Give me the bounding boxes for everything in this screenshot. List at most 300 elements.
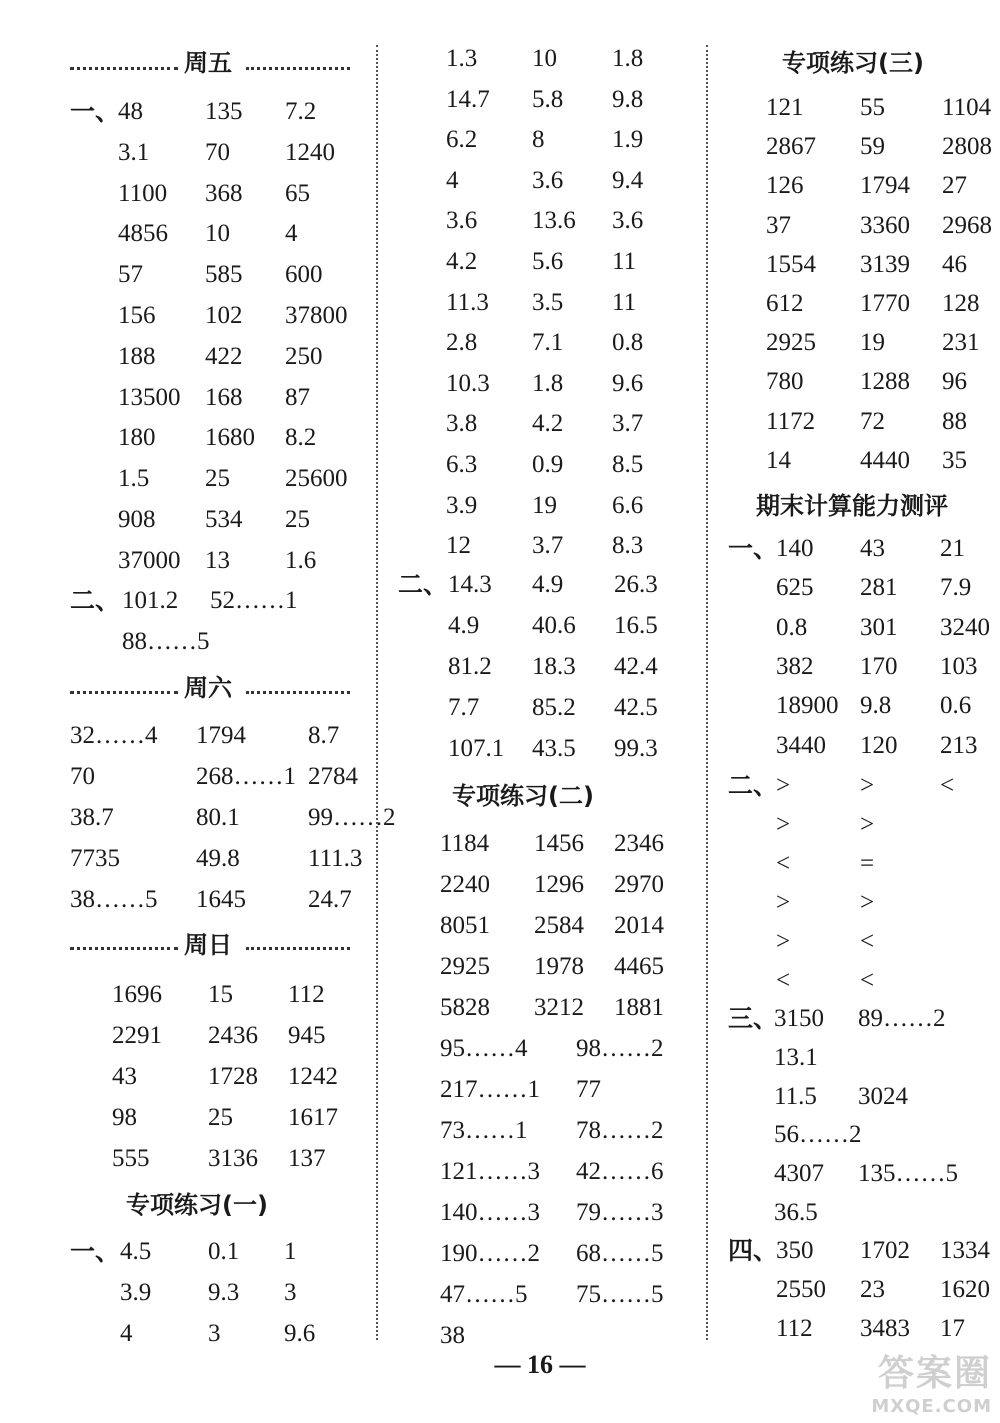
answer-row [446, 82, 702, 118]
answer-cell: 19 [532, 491, 557, 519]
answer-row [766, 208, 1000, 244]
answer-cell: 11.5 [774, 1082, 817, 1110]
section-title-zhouri: 周日 [184, 931, 232, 959]
section-divider [70, 947, 178, 950]
answer-cell: 68……5 [576, 1240, 664, 1267]
answer-cell: 35 [942, 446, 967, 474]
answer-row [776, 531, 1000, 567]
answer-row [440, 1318, 576, 1354]
answer-cell: 2436 [208, 1022, 258, 1049]
answer-row [446, 325, 702, 361]
answer-row [776, 768, 1000, 804]
answer-cell: 3.6 [446, 207, 478, 235]
section-title-zhouwu: 周五 [184, 49, 232, 77]
answer-cell: 9.3 [208, 1279, 240, 1306]
answer-cell: 101.2 [122, 587, 179, 614]
answer-row [446, 285, 702, 321]
answer-cell: 126 [766, 172, 804, 200]
answer-cell: 8.2 [285, 424, 317, 452]
answer-cell: 1728 [208, 1063, 258, 1090]
answer-cell: 3483 [860, 1315, 910, 1342]
answer-cell: 4.2 [446, 248, 478, 275]
answer-row [440, 826, 714, 862]
answer-row [118, 135, 395, 171]
answer-cell: 3024 [858, 1082, 908, 1110]
answer-cell: 11.3 [446, 288, 489, 316]
answer-cell: 188 [118, 342, 156, 370]
answer-row [776, 728, 1000, 764]
answer-cell: 2.8 [446, 329, 478, 357]
answer-cell: 2925 [766, 329, 816, 357]
answer-cell: 3240 [940, 613, 990, 641]
answer-cell: 3 [284, 1279, 297, 1306]
answer-cell: 1 [284, 1238, 297, 1265]
answer-cell: 908 [118, 506, 156, 533]
answer-cell: 1.9 [612, 126, 644, 154]
answer-cell: 1696 [112, 981, 162, 1008]
answer-cell: > [776, 889, 791, 916]
answer-cell: 48 [118, 98, 143, 125]
answer-cell: 780 [766, 368, 804, 396]
answer-row [774, 1040, 858, 1076]
answer-row [774, 1001, 998, 1037]
answer-row [440, 949, 714, 985]
answer-cell: 88 [942, 407, 967, 435]
answer-row [776, 1311, 1000, 1347]
answer-cell: 250 [285, 342, 323, 370]
answer-cell: 102 [205, 302, 243, 329]
answer-cell: 2346 [614, 830, 664, 857]
answer-cell: 3.7 [612, 410, 644, 438]
answer-cell: 1794 [196, 722, 246, 749]
answer-cell: 1172 [766, 407, 816, 435]
answer-cell: 55 [860, 94, 885, 121]
answer-cell: 128 [942, 290, 980, 317]
answer-cell: 612 [766, 290, 804, 317]
answer-row [440, 990, 714, 1026]
answer-cell: 57 [118, 261, 143, 289]
answer-cell: 38.7 [70, 804, 114, 831]
answer-cell: > [860, 772, 875, 799]
answer-row [776, 610, 1000, 646]
answer-row [766, 129, 1000, 165]
answer-row [112, 1100, 398, 1136]
answer-cell: 121 [766, 94, 804, 121]
answer-cell: 3212 [534, 994, 584, 1021]
answer-cell: 4465 [614, 953, 664, 980]
part-label-er: 二、 [70, 586, 121, 615]
answer-cell: 9.8 [860, 692, 892, 720]
section-title-zx2: 专项练习(二) [452, 782, 594, 810]
answer-cell: 1242 [288, 1063, 338, 1090]
answer-row [112, 1059, 398, 1095]
section-divider [246, 947, 350, 950]
answer-cell: 585 [205, 261, 243, 289]
answer-cell: 168 [205, 383, 243, 411]
answer-row [448, 567, 714, 603]
answer-cell: 1881 [614, 994, 664, 1021]
page-number: — 16 — [494, 1350, 586, 1379]
answer-cell: 2550 [776, 1276, 826, 1303]
section-divider [246, 67, 350, 70]
answer-row [766, 286, 1000, 322]
answer-cell: 7.9 [940, 574, 972, 602]
answer-cell: 9.6 [284, 1320, 316, 1347]
answer-row [120, 1316, 374, 1352]
answer-cell: 103 [940, 652, 978, 680]
answer-cell: 2867 [766, 133, 816, 161]
answer-cell: 3360 [860, 211, 910, 239]
answer-row [118, 176, 395, 212]
answer-cell: 6.3 [446, 451, 478, 478]
answer-cell: 43 [112, 1063, 137, 1090]
answer-cell: < [776, 850, 791, 877]
answer-row [776, 1233, 1000, 1269]
answer-cell: 8.5 [612, 451, 644, 478]
answer-cell: 70 [205, 138, 230, 166]
answer-cell: 107.1 [448, 735, 505, 762]
answer-cell: 79……3 [576, 1199, 664, 1226]
part-label-yi: 一、 [70, 97, 121, 126]
part-label-san: 三、 [728, 1004, 779, 1033]
answer-cell: 70 [70, 763, 95, 790]
answer-cell: 36.5 [774, 1199, 818, 1226]
answer-row [776, 570, 1000, 606]
answer-cell: 73……1 [440, 1117, 528, 1144]
answer-cell: 217……1 [440, 1076, 540, 1103]
answer-cell: 3.9 [120, 1279, 152, 1306]
answer-row [766, 168, 1000, 204]
watermark-logo [871, 1345, 992, 1417]
answer-row [440, 1072, 716, 1108]
answer-row [446, 528, 702, 564]
answer-cell: 9.8 [612, 85, 644, 113]
answer-cell: 1620 [940, 1276, 990, 1303]
answer-cell: 1702 [860, 1237, 910, 1264]
column-divider [706, 45, 708, 1340]
answer-cell: 6.2 [446, 126, 478, 154]
answer-cell: 98 [112, 1104, 137, 1131]
answer-cell: 95……4 [440, 1035, 528, 1062]
answer-row [118, 257, 395, 293]
answer-row [440, 1154, 716, 1190]
answer-row [774, 1079, 998, 1115]
answer-cell: 27 [942, 172, 967, 200]
answer-cell: 87 [285, 383, 310, 411]
answer-row [70, 882, 418, 918]
answer-cell: 3.9 [446, 491, 478, 519]
part-label-yi: 一、 [728, 534, 779, 563]
answer-row [118, 420, 395, 456]
answer-cell: 18900 [776, 692, 839, 720]
answer-cell: 121……3 [440, 1158, 540, 1185]
answer-cell: 1184 [440, 830, 490, 857]
answer-cell: 99.3 [614, 735, 658, 762]
answer-row [112, 1018, 398, 1054]
answer-cell: 120 [860, 731, 898, 759]
answer-cell: 137 [288, 1145, 326, 1172]
answer-row [440, 1195, 716, 1231]
answer-cell: 0.8 [776, 613, 808, 641]
answer-cell: 38 [440, 1322, 465, 1349]
answer-row [440, 1113, 716, 1149]
answer-cell: 3139 [860, 250, 910, 278]
answer-cell: 4 [446, 166, 459, 194]
answer-cell: 3.5 [532, 288, 564, 316]
answer-cell: 4856 [118, 220, 168, 248]
answer-row [766, 247, 1000, 283]
answer-cell: 25 [208, 1104, 233, 1131]
answer-cell: 7.1 [532, 329, 564, 357]
answer-cell: 1.5 [118, 465, 150, 493]
answer-cell: 382 [776, 652, 814, 680]
answer-row [118, 380, 395, 416]
answer-cell: 135……5 [858, 1160, 958, 1188]
answer-row [70, 718, 418, 754]
answer-row [118, 94, 395, 130]
answer-cell: 77 [576, 1076, 601, 1103]
answer-cell: 14 [766, 446, 791, 474]
answer-cell: 4440 [860, 446, 910, 474]
answer-cell: 3.6 [532, 166, 564, 194]
answer-cell: 9.6 [612, 369, 644, 397]
answer-cell: 1456 [534, 830, 584, 857]
answer-cell: 1100 [118, 179, 168, 207]
answer-row [120, 1275, 374, 1311]
answer-cell: 26.3 [614, 571, 658, 598]
answer-cell: 3 [208, 1320, 221, 1347]
answer-cell: 10.3 [446, 369, 490, 397]
answer-row [70, 841, 418, 877]
answer-cell: 7735 [70, 845, 120, 872]
answer-cell: 81.2 [448, 653, 492, 680]
answer-cell: < [776, 967, 791, 994]
answer-cell: 555 [112, 1145, 150, 1172]
answer-cell: 1.3 [446, 45, 478, 72]
answer-row [446, 406, 702, 442]
answer-cell: 4.2 [532, 410, 564, 438]
answer-cell: 43.5 [532, 735, 576, 762]
answer-row [446, 244, 702, 280]
answer-cell: 47……5 [440, 1281, 528, 1308]
answer-cell: 18.3 [532, 653, 576, 680]
answer-cell: 59 [860, 133, 885, 161]
answer-cell: < [940, 772, 955, 799]
answer-cell: 42.5 [614, 694, 658, 721]
answer-row [776, 885, 940, 921]
answer-cell: 24.7 [308, 886, 352, 913]
answer-cell: 0.1 [208, 1238, 240, 1265]
answer-cell: > [776, 928, 791, 955]
answer-row [446, 366, 702, 402]
answer-cell: 23 [860, 1276, 885, 1303]
answer-cell: 42.4 [614, 653, 658, 680]
answer-row [766, 404, 1000, 440]
answer-row [440, 908, 714, 944]
answer-row [776, 846, 940, 882]
answer-cell: 4.9 [448, 612, 480, 639]
answer-cell: 16.5 [614, 612, 658, 639]
answer-row [774, 1195, 858, 1231]
answer-cell: 2014 [614, 912, 664, 939]
answer-cell: 99……2 [308, 804, 396, 831]
answer-cell: 1240 [285, 138, 335, 166]
answer-row [118, 502, 395, 538]
answer-cell: 1645 [196, 886, 246, 913]
answer-cell: 4.5 [120, 1238, 152, 1265]
answer-row [776, 924, 940, 960]
answer-row [120, 1234, 374, 1270]
answer-row [118, 298, 395, 334]
answer-cell: 88……5 [122, 628, 210, 655]
section-divider [246, 691, 350, 694]
answer-cell: 11 [612, 248, 637, 275]
answer-cell: 8 [532, 126, 545, 154]
answer-cell: 98……2 [576, 1035, 664, 1062]
answer-cell: 9.4 [612, 166, 644, 194]
answer-cell: 37000 [118, 546, 181, 574]
answer-cell: 231 [942, 329, 980, 357]
answer-cell: 14.7 [446, 85, 490, 113]
answer-cell: 190……2 [440, 1240, 540, 1267]
answer-cell: 3150 [774, 1005, 824, 1032]
answer-cell: 15 [208, 981, 233, 1008]
answer-row [766, 364, 1000, 400]
answer-cell: 65 [285, 179, 310, 207]
answer-cell: 1794 [860, 172, 910, 200]
answer-cell: 6.6 [612, 491, 644, 519]
answer-cell: < [860, 967, 875, 994]
answer-cell: 2925 [440, 953, 490, 980]
answer-cell: 5.6 [532, 248, 564, 275]
answer-cell: 5828 [440, 994, 490, 1021]
answer-cell: 21 [940, 535, 965, 562]
answer-row [440, 867, 714, 903]
answer-cell: 38……5 [70, 886, 158, 913]
answer-row [448, 608, 714, 644]
answer-cell: 1104 [942, 94, 992, 121]
answer-cell: 13500 [118, 383, 181, 411]
answer-row [766, 325, 1000, 361]
answer-cell: 4 [120, 1320, 133, 1347]
answer-cell: 52……1 [210, 587, 298, 614]
answer-row [774, 1156, 998, 1192]
answer-row [440, 1031, 716, 1067]
watermark-url: MXQE.COM [871, 1396, 992, 1417]
answer-cell: > [860, 889, 875, 916]
answer-row [70, 800, 418, 836]
answer-row [118, 543, 395, 579]
answer-cell: 7.2 [285, 98, 317, 125]
column-divider [376, 45, 378, 1340]
answer-cell: 1296 [534, 871, 584, 898]
answer-cell: 2784 [308, 763, 358, 790]
answer-cell: 1554 [766, 250, 816, 278]
answer-row [446, 488, 702, 524]
answer-cell: 78……2 [576, 1117, 664, 1144]
answer-cell: 2291 [112, 1022, 162, 1049]
answer-row [448, 649, 714, 685]
answer-cell: 3.8 [446, 410, 478, 438]
answer-cell: 3.1 [118, 138, 150, 166]
answer-cell: 368 [205, 179, 243, 207]
answer-cell: 56……2 [774, 1121, 862, 1149]
answer-row [448, 690, 714, 726]
answer-cell: 2970 [614, 871, 664, 898]
answer-cell: 600 [285, 261, 323, 289]
answer-cell: < [860, 928, 875, 955]
answer-cell: 19 [860, 329, 885, 357]
answer-cell: 72 [860, 407, 885, 435]
answer-row [118, 339, 395, 375]
section-divider [70, 691, 178, 694]
answer-cell: 42……6 [576, 1158, 664, 1185]
answer-cell: 213 [940, 731, 978, 759]
answer-cell: > [776, 772, 791, 799]
part-label-er: 二、 [398, 570, 449, 599]
answer-cell: 2968 [942, 211, 992, 239]
answer-cell: 268……1 [196, 763, 296, 790]
answer-cell: 3.6 [612, 207, 644, 235]
section-title-qimo: 期末计算能力测评 [756, 492, 948, 520]
answer-row [122, 624, 210, 660]
answer-cell: 37 [766, 211, 791, 239]
answer-cell: 1770 [860, 290, 910, 317]
answer-cell: 281 [860, 574, 898, 602]
watermark-text: 答案圈 [877, 1353, 992, 1394]
answer-row [766, 90, 1000, 126]
part-label-yi: 一、 [70, 1237, 121, 1266]
answer-cell: 8051 [440, 912, 490, 939]
answer-row [112, 1141, 398, 1177]
answer-row [776, 963, 940, 999]
answer-cell: 32……4 [70, 722, 158, 749]
answer-cell: 25 [205, 465, 230, 493]
answer-cell: 156 [118, 302, 156, 329]
part-label-si: 四、 [728, 1236, 779, 1265]
answer-cell: 2808 [942, 133, 992, 161]
answer-cell: 13.1 [774, 1043, 818, 1071]
answer-cell: 1680 [205, 424, 255, 452]
answer-cell: 4 [285, 220, 298, 248]
answer-cell: 25600 [285, 465, 348, 493]
answer-cell: 111.3 [308, 845, 363, 872]
answer-cell: 3440 [776, 731, 826, 759]
answer-cell: 1288 [860, 368, 910, 396]
answer-cell: 13 [205, 546, 230, 574]
answer-row [440, 1236, 716, 1272]
answer-cell: 43 [860, 535, 885, 562]
answer-cell: 89……2 [858, 1005, 946, 1032]
answer-cell: 135 [205, 98, 243, 125]
answer-cell: 2240 [440, 871, 490, 898]
answer-cell: 170 [860, 652, 898, 680]
answer-cell: 10 [205, 220, 230, 248]
answer-cell: 1334 [940, 1237, 990, 1264]
answer-cell: = [860, 850, 875, 877]
answer-row [776, 688, 1000, 724]
answer-cell: 3136 [208, 1145, 258, 1172]
answer-row [440, 1277, 716, 1313]
answer-row [776, 1272, 1000, 1308]
answer-row [446, 41, 702, 77]
answer-cell: 945 [288, 1022, 326, 1049]
answer-cell: 37800 [285, 302, 348, 329]
answer-row [112, 977, 398, 1013]
answer-cell: 40.6 [532, 612, 576, 639]
answer-cell: 3.7 [532, 532, 564, 560]
answer-cell: 350 [776, 1237, 814, 1264]
